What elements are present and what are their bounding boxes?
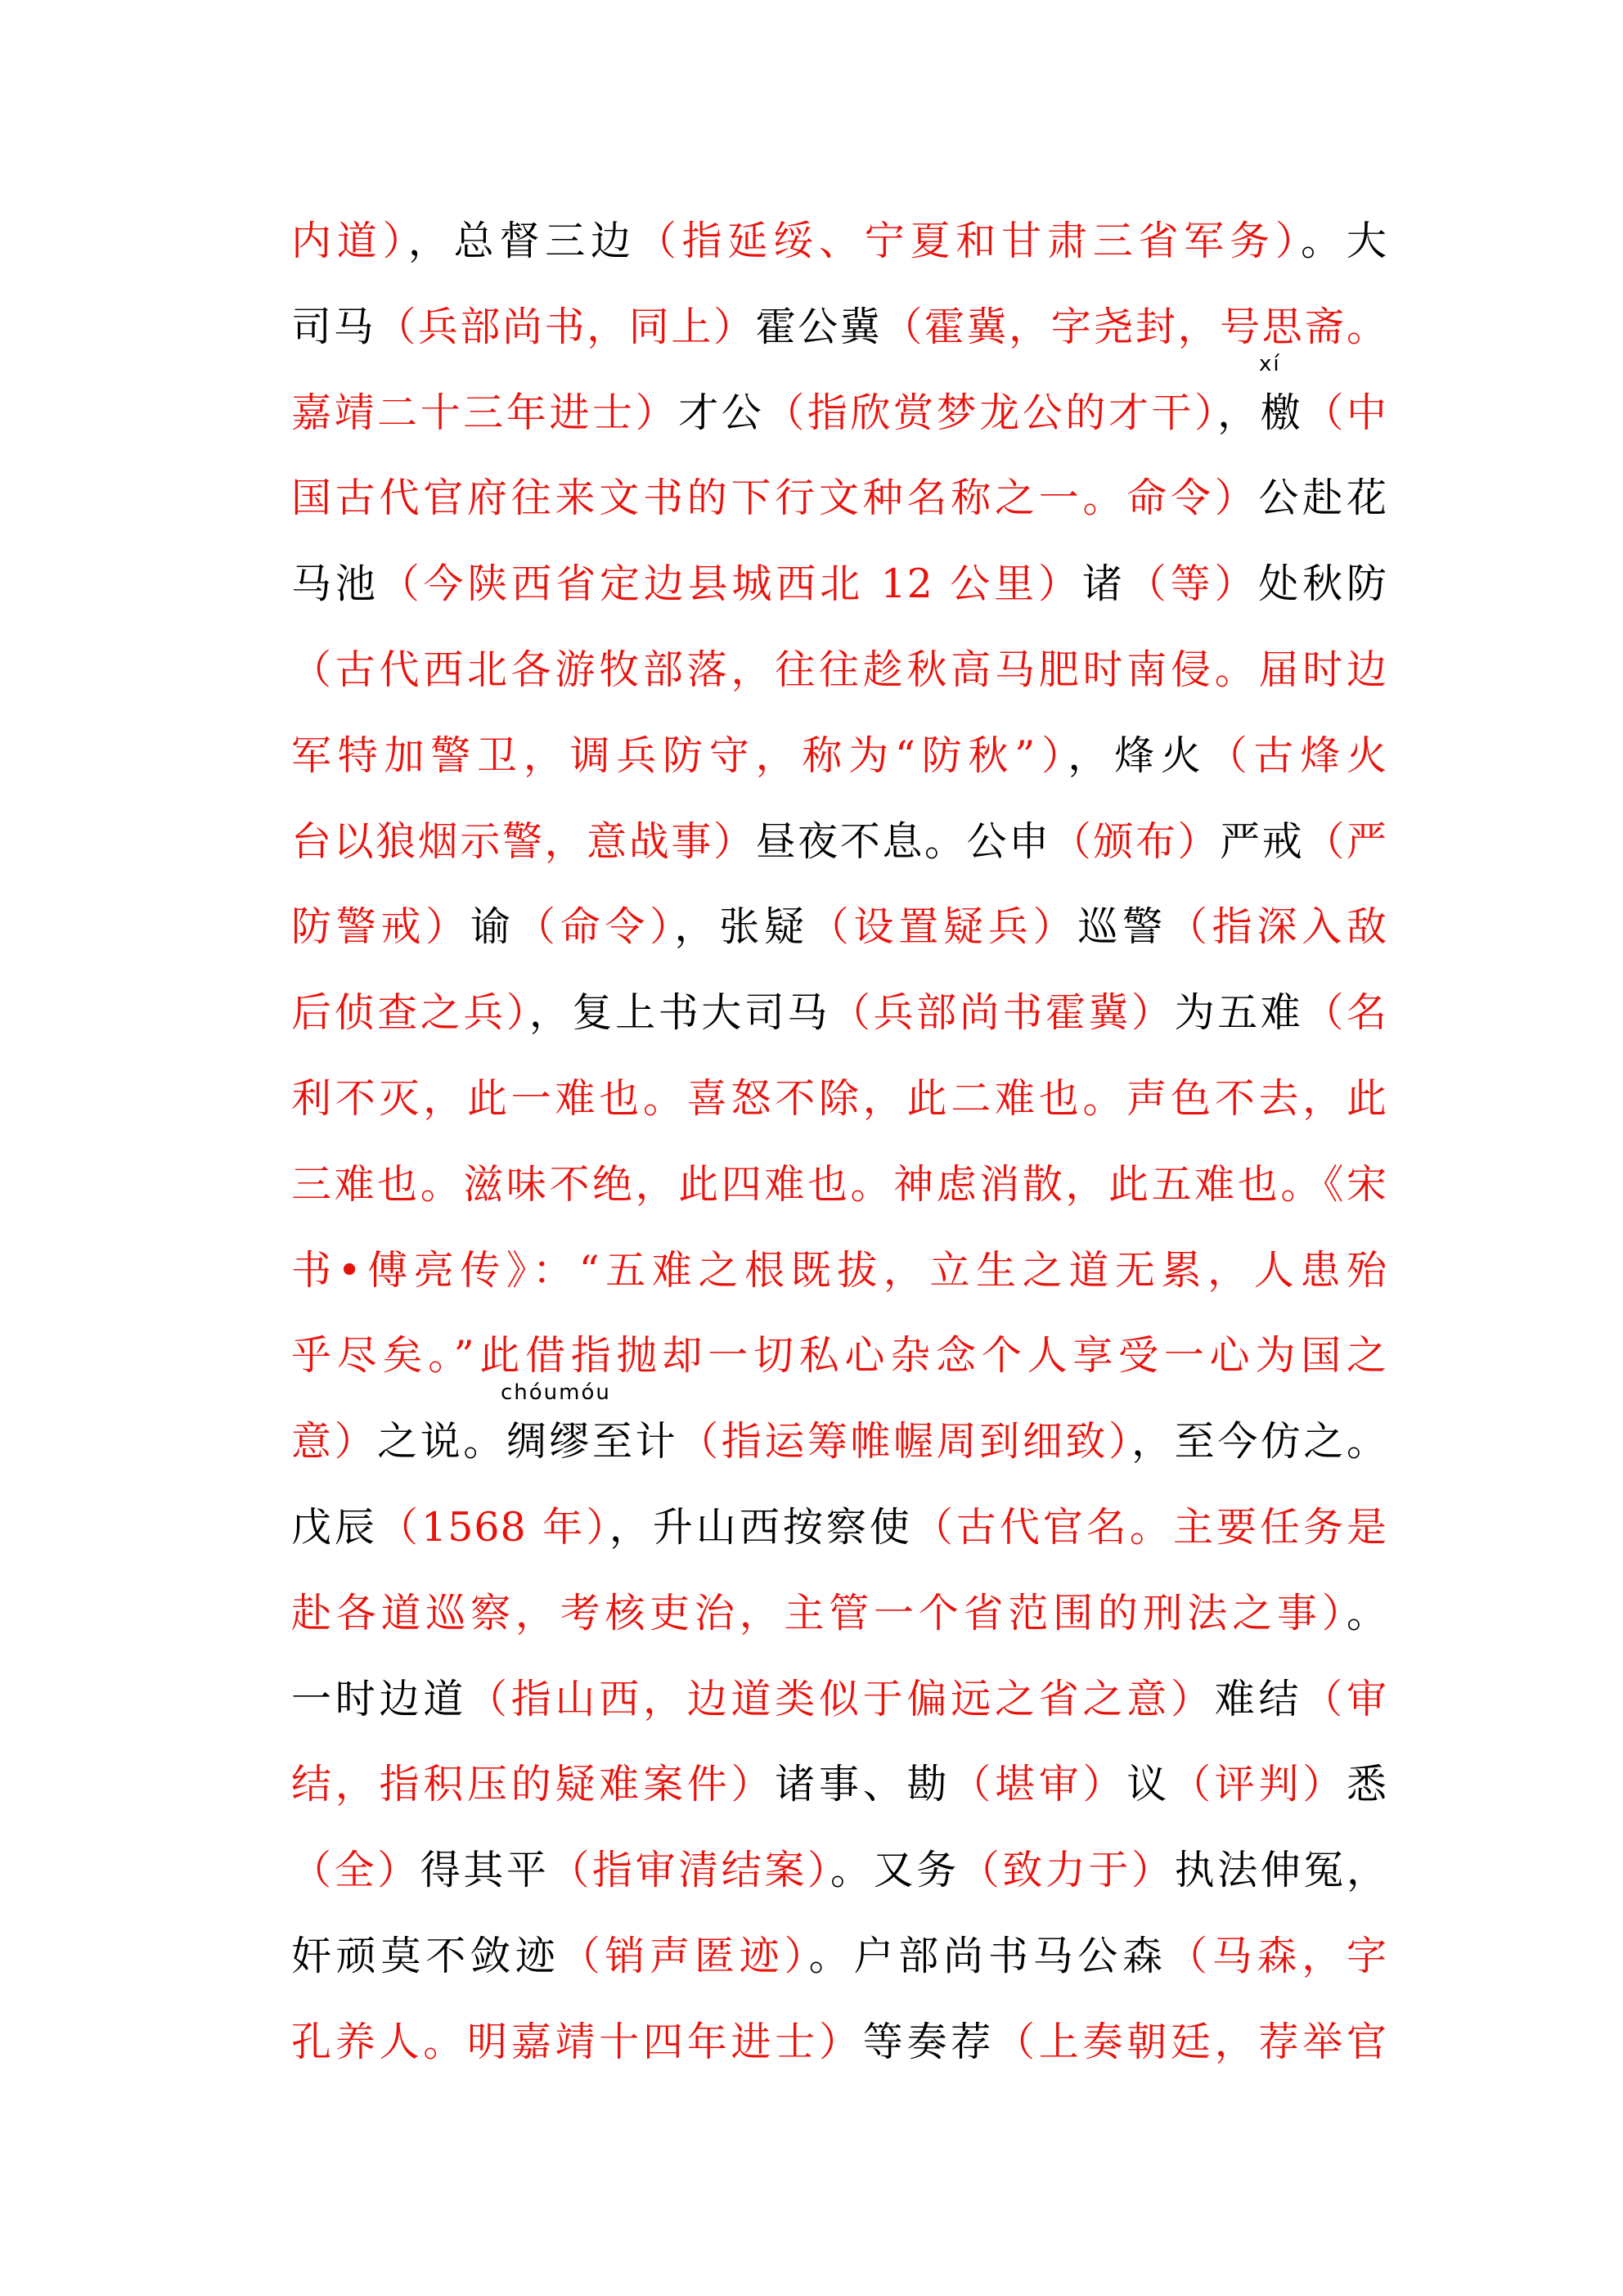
annotation-text: 嘉靖二十三年进士） xyxy=(291,389,679,436)
annotation-text: 台以狼烟示警，意战事） xyxy=(291,817,756,865)
main-text: 。大 xyxy=(1301,218,1387,264)
text-line xyxy=(291,351,1387,462)
main-text: 。又务 xyxy=(830,1847,960,1894)
main-text: 得其平 xyxy=(420,1847,550,1894)
annotation-text: （1568 年） xyxy=(378,1503,609,1551)
annotation-text: （颁布） xyxy=(1050,817,1221,865)
annotation-text: （兵部尚书，同上） xyxy=(375,303,756,350)
main-text: 严戒 xyxy=(1220,817,1305,865)
annotation-text: （堪审） xyxy=(951,1761,1127,1808)
main-text: 难结 xyxy=(1214,1675,1303,1722)
text-line xyxy=(291,1319,1387,1405)
main-text: ，复上书大司马 xyxy=(528,989,831,1037)
annotation-text: （名 xyxy=(1303,989,1387,1037)
main-text: ，烽火 xyxy=(1068,732,1207,779)
text-line xyxy=(291,805,1387,891)
annotation-text: 利不灭，此一难也。喜怒不除，此二难也。声色不去，此 xyxy=(291,1074,1387,1122)
main-text: ，张疑 xyxy=(674,903,809,951)
document-body xyxy=(291,205,1387,2091)
text-line xyxy=(291,1148,1387,1234)
main-text: 议 xyxy=(1126,1761,1171,1808)
main-text: 巡警 xyxy=(1077,903,1167,951)
annotation-text: 孔养人。明嘉靖十四年进士） xyxy=(291,2018,863,2065)
text-line xyxy=(291,719,1387,805)
text-line xyxy=(291,1748,1387,1834)
main-text: 戊辰 xyxy=(291,1503,379,1551)
text-line xyxy=(291,1380,1387,1491)
main-text: 才公 xyxy=(678,389,765,436)
annotation-text: 后侦查之兵） xyxy=(291,989,529,1037)
main-text: 等奏荐 xyxy=(862,2018,995,2065)
text-line xyxy=(291,1834,1387,1920)
annotation-text: 乎尽矣。”此借指抛却一切私心杂念个人享受一心为国之 xyxy=(291,1332,1387,1380)
annotation-text: 军特加警卫，调兵防守，称为“防秋”） xyxy=(291,732,1068,779)
main-text: 公赴花 xyxy=(1258,475,1387,522)
annotation-text: （指欣赏梦龙公的才干） xyxy=(764,389,1218,436)
text-line xyxy=(291,1577,1387,1663)
main-text: 昼夜不息。公申 xyxy=(755,817,1051,865)
main-text: 。 xyxy=(1346,1589,1387,1636)
annotation-text: （指山西，边道类似于偏远之省之意） xyxy=(467,1675,1215,1722)
text-line xyxy=(291,1234,1387,1320)
annotation-text: （指深入敌 xyxy=(1167,903,1387,951)
annotation-text: （古代西北各游牧部落，往往趁秋高马肥时南侵。届时边 xyxy=(291,646,1387,693)
annotation-text: （古烽火 xyxy=(1207,732,1387,779)
annotation-text: （马森，字 xyxy=(1167,1932,1387,1979)
text-line xyxy=(291,1920,1387,2006)
text-line xyxy=(291,290,1387,376)
annotation-text: （指运筹帷幄周到细致） xyxy=(678,1418,1132,1465)
annotation-text: （中 xyxy=(1303,389,1387,436)
annotation-text: （今陕西省定边县城西北 12 公里） xyxy=(379,560,1082,608)
main-text: 谕 xyxy=(470,903,515,951)
annotation-text: （评判） xyxy=(1170,1761,1347,1808)
text-line xyxy=(291,976,1387,1062)
annotation-text: 结，指积压的疑难案件） xyxy=(291,1761,776,1808)
annotation-text: 意） xyxy=(291,1418,378,1465)
text-line xyxy=(291,1062,1387,1148)
main-text: 诸事、勘 xyxy=(775,1761,951,1808)
annotation-text: 书•傅亮传》：“五难之根既拔，立生之道无累，人患殆 xyxy=(291,1246,1387,1294)
annotation-text: （指审清结案） xyxy=(549,1847,831,1894)
main-text: ，升山西按察使 xyxy=(609,1503,913,1551)
main-text: 处秋防 xyxy=(1258,560,1387,608)
text-line xyxy=(291,1491,1387,1577)
main-text: 霍公冀 xyxy=(755,303,883,350)
text-line xyxy=(291,2006,1387,2091)
annotation-text: （上奏朝廷，荐举官 xyxy=(994,2018,1387,2065)
annotation-text: （销声匿迹） xyxy=(560,1932,809,1979)
annotation-text: （严 xyxy=(1304,817,1387,865)
annotation-text: 赴各道巡察，考核吏治，主管一个省范围的刑法之事） xyxy=(291,1589,1347,1636)
text-line xyxy=(291,1663,1387,1749)
main-text: 马池 xyxy=(291,560,380,608)
annotation-text: （致力于） xyxy=(959,1847,1175,1894)
main-text: 为五难 xyxy=(1174,989,1304,1037)
annotation-text: （兵部尚书霍冀） xyxy=(830,989,1175,1037)
main-text: 奸顽莫不敛迹 xyxy=(291,1932,560,1979)
main-text: 之说。绸缪至计 xyxy=(377,1418,679,1465)
text-line xyxy=(291,461,1387,547)
main-text: ，檄 xyxy=(1217,389,1304,436)
annotation-text: 国古代官府往来文书的下行文种名称之一。命令） xyxy=(291,475,1259,522)
annotation-text: （指延绥、宁夏和甘肃三省军务） xyxy=(636,218,1302,264)
main-text: 执法伸冤， xyxy=(1174,1847,1387,1894)
main-text: 诸 xyxy=(1081,560,1126,608)
text-line xyxy=(291,633,1387,719)
main-text: 悉 xyxy=(1346,1761,1387,1808)
annotation-text: 内道） xyxy=(291,218,408,264)
annotation-text: （设置疑兵） xyxy=(808,903,1078,951)
main-text: 一时边道 xyxy=(291,1675,467,1722)
annotation-text: 防警戒） xyxy=(291,903,471,951)
pinyin-annotation: chóumóu xyxy=(501,1380,611,1406)
annotation-text: （审 xyxy=(1302,1675,1387,1722)
main-text: 。户部尚书马公森 xyxy=(808,1932,1167,1979)
pinyin-annotation: xí xyxy=(1259,351,1281,376)
text-line xyxy=(291,890,1387,976)
annotation-text: （古代官名。主要任务是 xyxy=(912,1503,1387,1551)
main-text: ，总督三边 xyxy=(407,218,636,264)
main-text: 司马 xyxy=(291,303,376,350)
text-line xyxy=(291,547,1387,633)
annotation-text: （命令） xyxy=(515,903,675,951)
annotation-text: 三难也。滋味不绝，此四难也。神虑消散，此五难也。《宋 xyxy=(291,1160,1387,1208)
annotation-text: （霍冀，字尧封，号思斋。 xyxy=(882,303,1387,350)
annotation-text: （等） xyxy=(1126,560,1259,608)
main-text: ，至今仿之。 xyxy=(1131,1418,1387,1465)
annotation-text: （全） xyxy=(291,1847,420,1894)
text-line xyxy=(291,205,1387,290)
